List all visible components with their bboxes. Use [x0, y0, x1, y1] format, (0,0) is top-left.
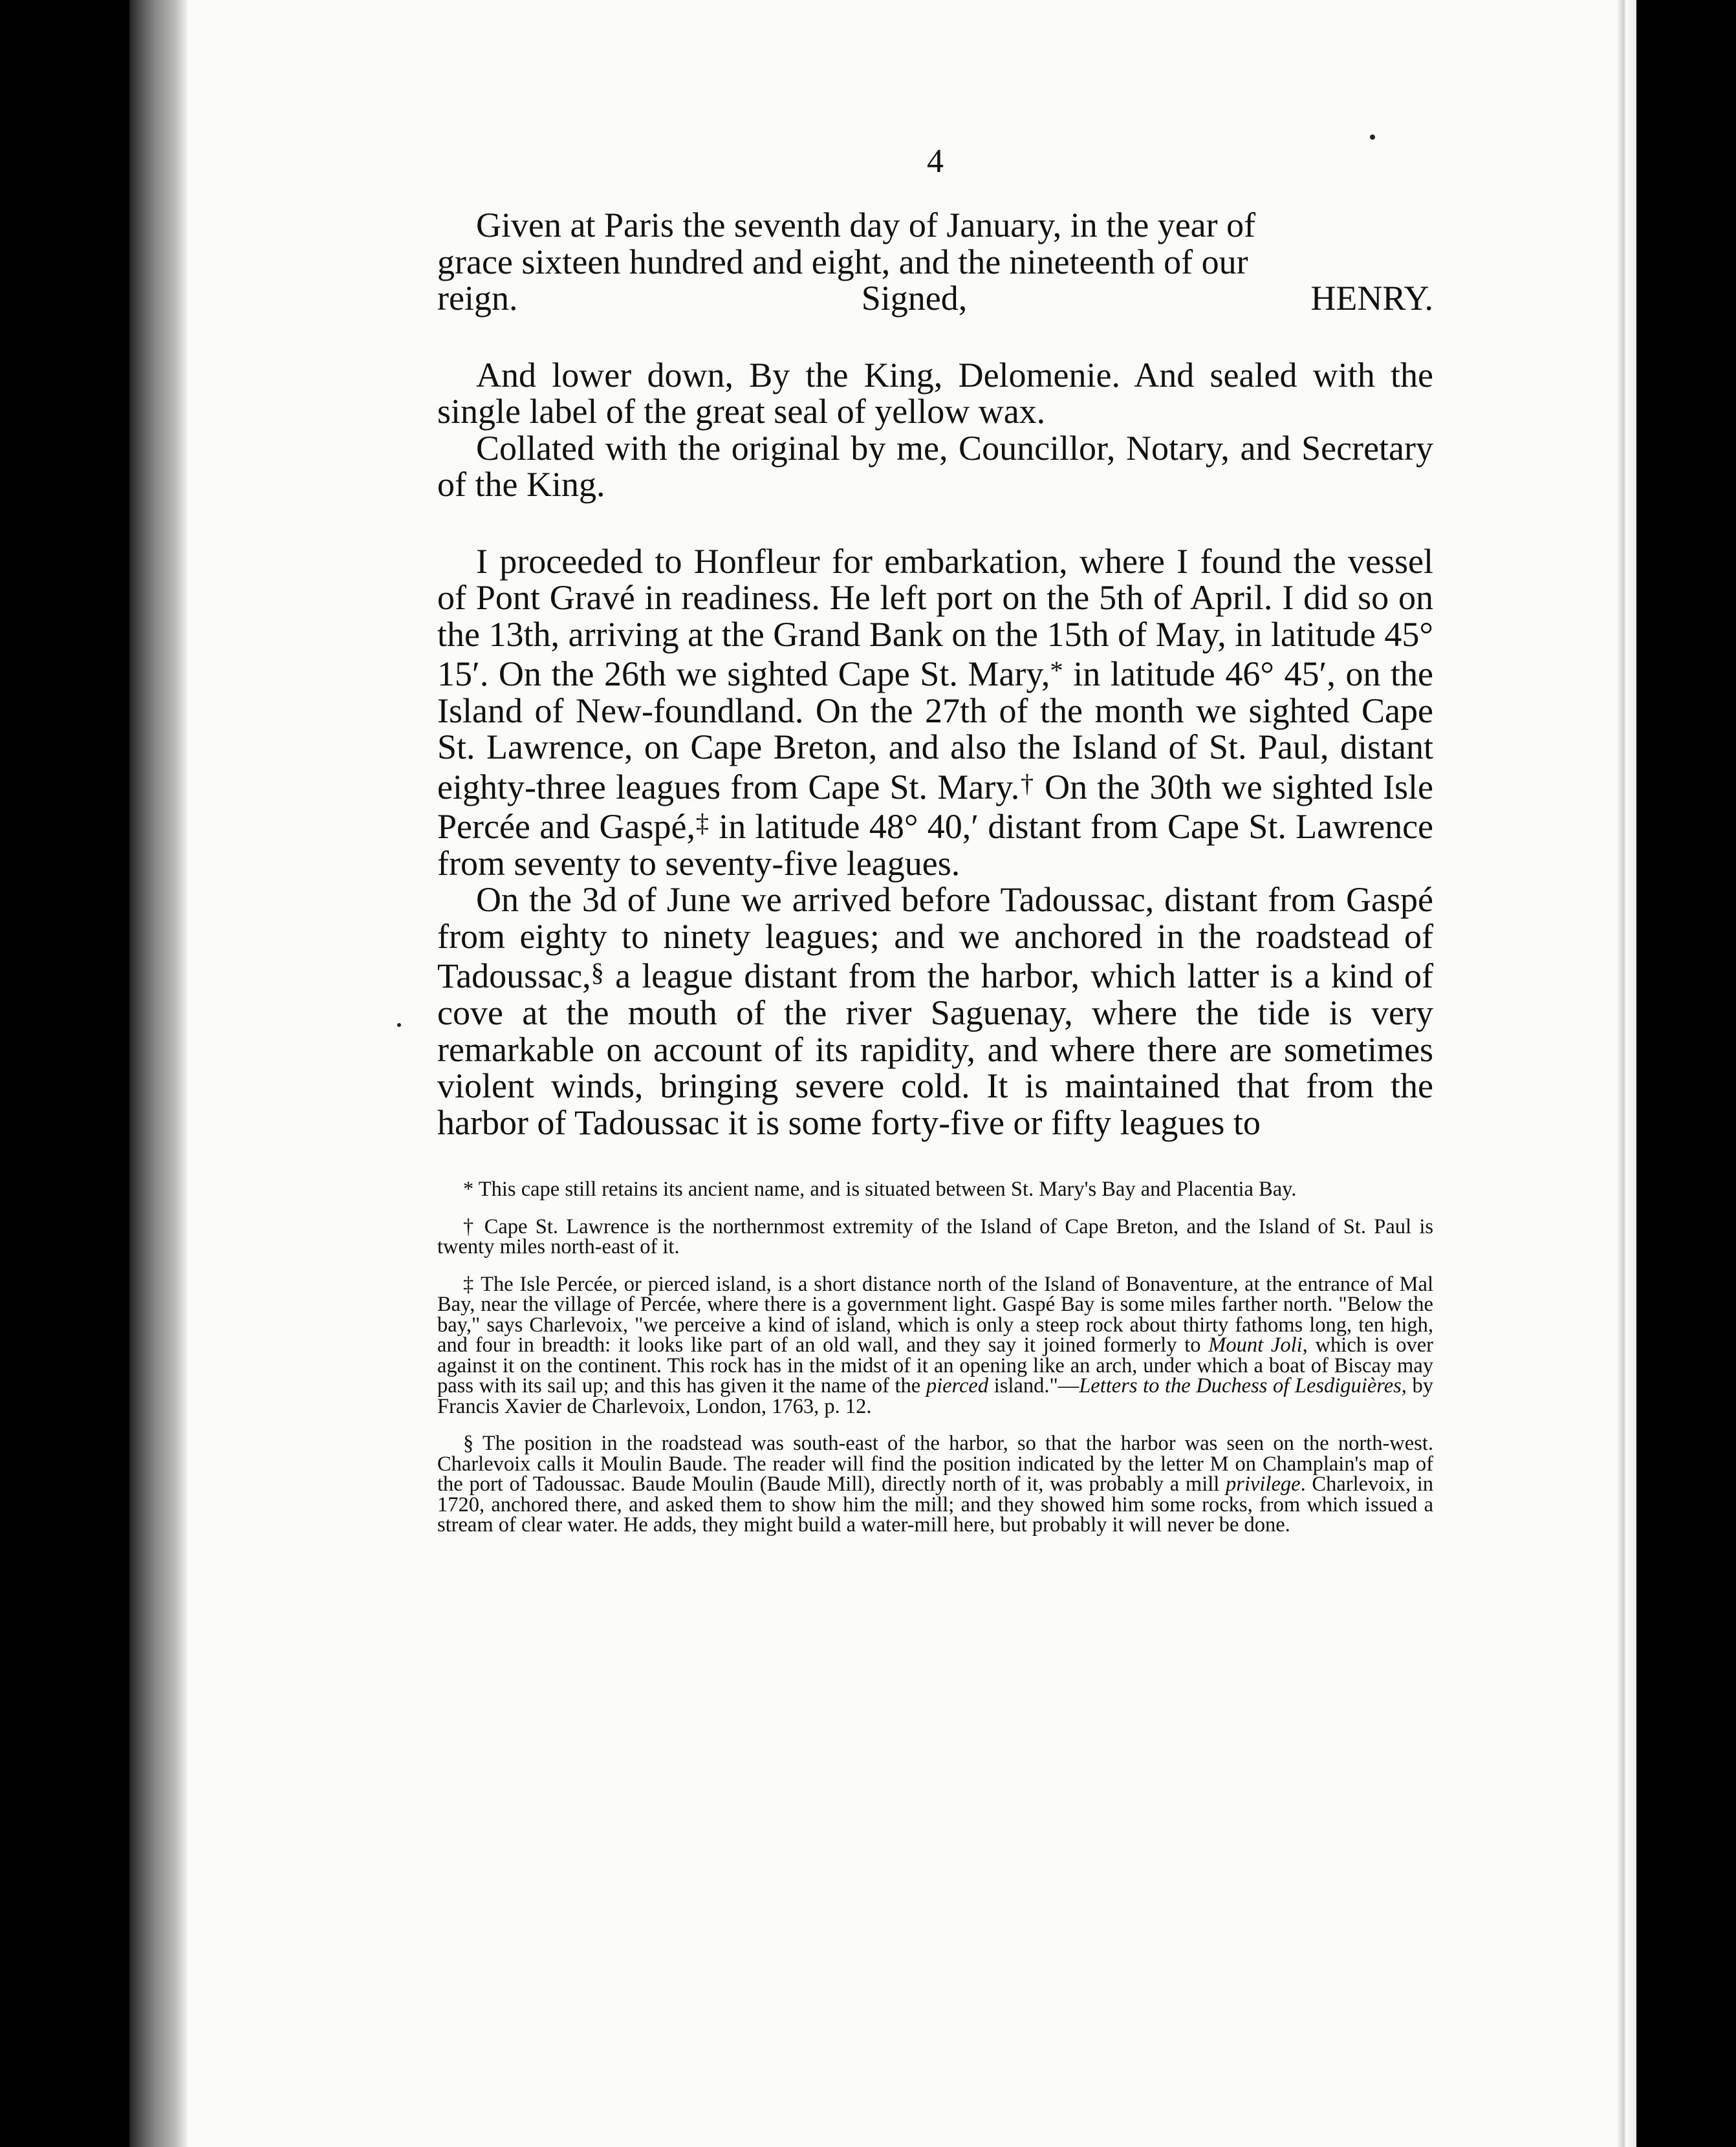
- paragraph-honfleur: [437, 543, 1433, 882]
- signature-line: [437, 280, 1433, 317]
- ink-speck: [397, 1023, 401, 1027]
- footnote-mark-dagger: †: [1019, 768, 1035, 798]
- book-binding-shadow: [129, 0, 188, 2147]
- text-run: On the 3d of June we arrived before Tadoussac, distant from Gaspé from eighty to ninety leagues; and we anchored in the roadstead of Tadoussac,: [437, 880, 1433, 996]
- paragraph-tadoussac: [437, 881, 1433, 1141]
- paragraph-given-line1: Given at Paris the seventh day of January, in the year of: [476, 206, 1256, 244]
- footnote-dagger: † Cape St. Lawrence is the northernmost extremity of the Island of Cape Breton, and the Island of St. Paul is twenty miles north-east of it.: [437, 1214, 1433, 1258]
- text-run: island."—: [988, 1374, 1080, 1397]
- page-content: [437, 142, 1433, 1536]
- footnote-mark-double-dagger: ‡: [695, 808, 710, 838]
- body-text: [437, 207, 1433, 1141]
- page-number: 4: [927, 143, 944, 180]
- text-run: in latitude 48° 40,′ distant from Cape St. Lawrence from seventy to seventy-five leagues.: [437, 807, 1434, 883]
- section-gap: [437, 503, 1433, 543]
- reign-word: reign.: [437, 279, 518, 318]
- text-run: I proceeded to Honfleur for embarkation, where I found the vessel of Pont Gravé in readiness. He left port on the 5th of April. I did so on the 13th, arriving at the Grand Bank on the 15th of May, in latitude 45° 15′. On the 26th we sighted Cape St. Mary,: [437, 541, 1433, 694]
- footnotes: [437, 1180, 1433, 1536]
- italic-run: privilege: [1226, 1473, 1301, 1496]
- text-run: in latitude 46° 45′, on the Island of New-foundland. On the 27th of the month we sighted Cape St. Lawrence, on Cape Breton, and also the Island of St. Paul, distant eighty-three leagues from Cape St. Mary.: [437, 654, 1433, 806]
- king-signature: HENRY.: [1310, 279, 1433, 318]
- footnote-asterisk: * This cape still retains its ancient name, and is situated between St. Mary's Bay and Placentia Bay.: [463, 1178, 1297, 1201]
- text-run: § The position in the roadstead was south-east of the harbor, so that the harbor was seen on the north-west. Charlevoix calls it Moulin Baude. The reader will find the position indicated by the letter M on Champlain's map of the port of Tadoussac. Baude Moulin (Baude Mill), directly north of it, was probably a mill: [437, 1432, 1433, 1496]
- paragraph-lower-down: And lower down, By the King, Delomenie. And sealed with the single label of the great seal of yellow wax.: [437, 355, 1433, 431]
- text-run: , which is over against it on the continent. This rock has in the midst of it an opening like an arch, under which a boat of Biscay may pass with its sail up; and this has given it the name of the: [437, 1333, 1433, 1397]
- footnote-mark-asterisk: *: [1050, 656, 1063, 685]
- italic-run: Letters to the Duchess of Lesdiguières: [1079, 1374, 1402, 1397]
- footnote-section: [437, 1434, 1433, 1536]
- paragraph-given-line2: grace sixteen hundred and eight, and the nineteenth of our: [437, 242, 1248, 281]
- text-run: a league distant from the harbor, which latter is a kind of cove at the mouth of the river Saguenay, where the tide is very remarkable on account of its rapidity, and where there are sometimes violent winds, bringing severe cold. It is maintained that from the harbor of Tadoussac it is some forty-five or fifty leagues to: [437, 956, 1433, 1142]
- italic-run: pierced: [926, 1374, 989, 1397]
- signed-word: Signed,: [861, 279, 968, 318]
- page-edge: [1617, 0, 1636, 2147]
- text-run: ‡ The Isle Percée, or pierced island, is a short distance north of the Island of Bonaventure, at the entrance of Mal Bay, near the village of Percée, where there is a government light. Gaspé Bay is some miles farther north. "Below the bay," says Charlevoix, "we perceive a kind of island, which is only a steep rock about thirty fathoms long, ten high, and four in breadth: it looks like part of an old wall, and they say it joined formerly to: [437, 1272, 1433, 1357]
- italic-run: Mount Joli: [1208, 1333, 1303, 1357]
- text-run: . Charlevoix, in 1720, anchored there, and asked them to show him the mill; and they showed him some rocks, from which issued a stream of clear water. He adds, they might build a water-mill here, but probably it will never be done.: [437, 1473, 1433, 1537]
- text-run: On the 30th we sighted Isle Percée and Gaspé,: [437, 767, 1433, 847]
- ink-speck: [1370, 135, 1375, 140]
- footnote-double-dagger: [437, 1272, 1434, 1418]
- footnote-mark-section: §: [591, 958, 604, 987]
- paragraph-collated: Collated with the original by me, Councillor, Notary, and Secretary of the King.: [437, 428, 1433, 504]
- text-run: , by Francis Xavier de Charlevoix, London, 1763, p. 12.: [437, 1374, 1434, 1418]
- section-gap: [437, 317, 1433, 357]
